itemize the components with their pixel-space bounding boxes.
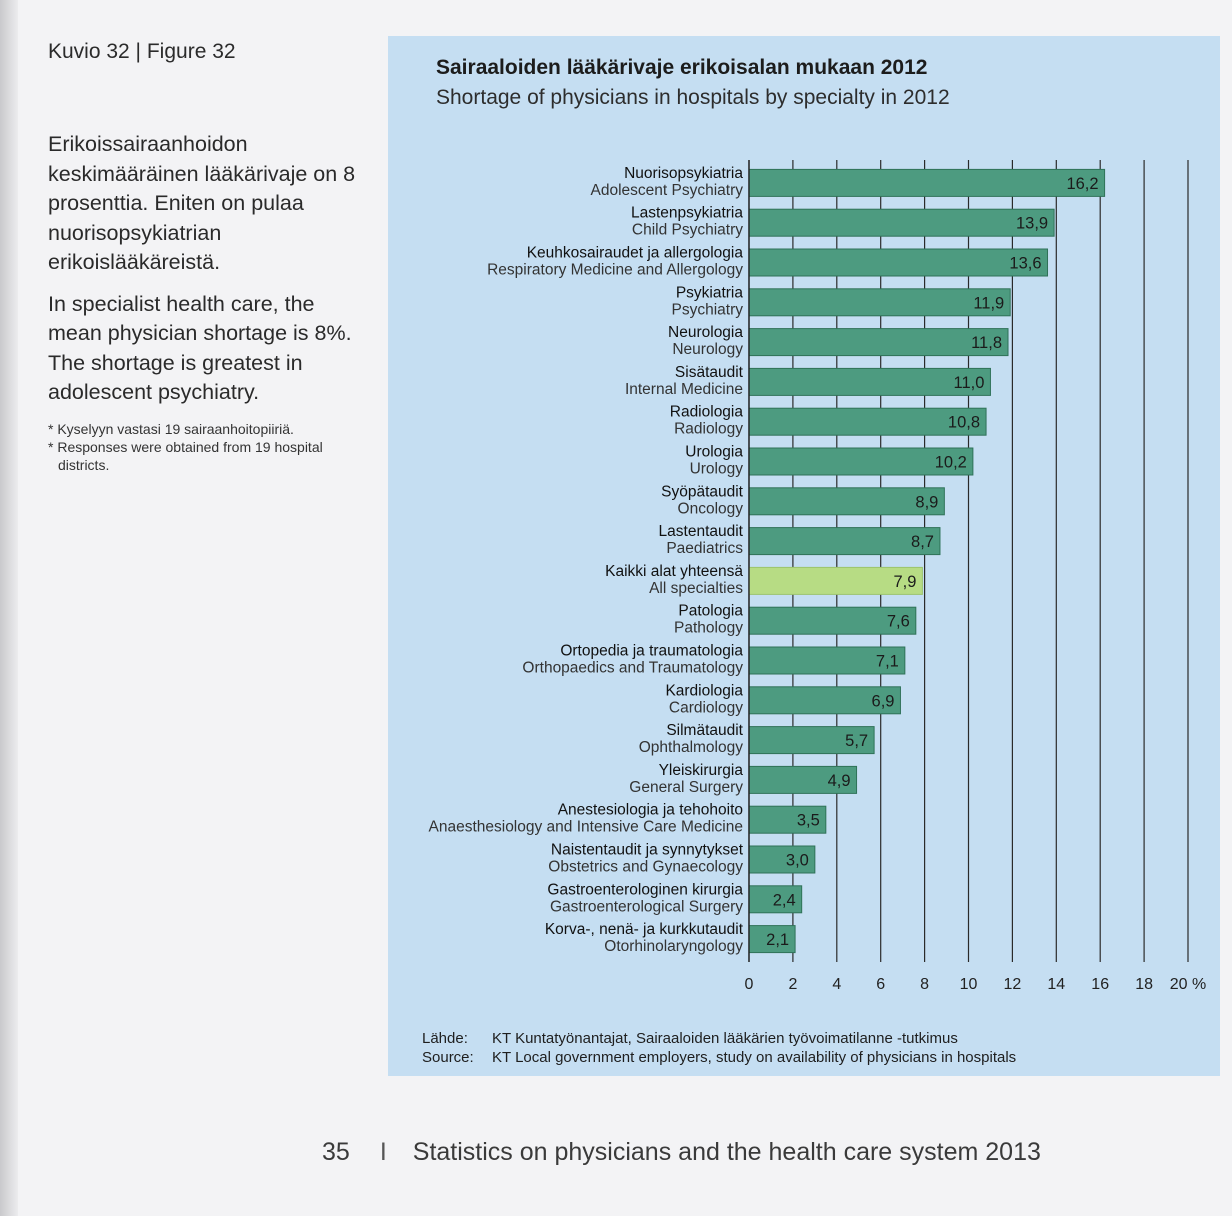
category-label-en: Neurology <box>672 341 743 359</box>
category-label-en: Otorhinolaryngology <box>604 938 743 956</box>
page-footer <box>322 1138 1041 1167</box>
category-label-en: Orthopaedics and Traumatology <box>522 659 743 677</box>
x-tick-label: 20 % <box>1169 976 1207 993</box>
category-label-fi: Yleiskirurgia <box>658 761 743 779</box>
category-label-en: All specialties <box>649 579 743 597</box>
x-tick-label: 12 <box>1003 976 1022 993</box>
bar <box>749 249 1048 276</box>
category-label-fi: Kaikki alat yhteensä <box>605 562 743 580</box>
category-label-en: Anaesthesiology and Intensive Care Medicine <box>428 818 743 836</box>
category-label-fi: Korva-, nenä- ja kurkkutaudit <box>544 921 743 939</box>
category-label-fi: Anestesiologia ja tehohoito <box>557 801 743 819</box>
x-tick-label: 0 <box>744 976 754 993</box>
bar-value-label: 10,8 <box>947 413 981 432</box>
source-english <box>422 1049 1016 1066</box>
bar-value-label: 8,7 <box>911 533 934 552</box>
x-tick-label: 18 <box>1135 976 1153 993</box>
source-english-label: Source: <box>422 1049 474 1066</box>
figure-label: Kuvio 32 | Figure 32 <box>48 40 236 63</box>
category-label-fi: Radiologia <box>669 403 743 421</box>
source-finnish-text: KT Kuntatyönantajat, Sairaaloiden lääkärien työvoimatilanne -tutkimus <box>492 1030 958 1047</box>
bar-value-label: 7,1 <box>875 652 899 671</box>
category-label-en: Internal Medicine <box>624 380 743 398</box>
x-tick-label: 4 <box>832 976 842 993</box>
category-label-fi: Nuorisopsykiatria <box>624 164 743 182</box>
x-tick-label: 14 <box>1047 976 1066 993</box>
bar-chart <box>388 36 1220 1076</box>
bar-value-label: 8,9 <box>915 493 939 512</box>
footer-title: Statistics on physicians and the health care system 2013 <box>412 1138 1041 1166</box>
bar <box>749 329 1008 356</box>
chart-title: Sairaaloiden lääkärivaje erikoisalan mukaan 2012 <box>436 56 928 79</box>
bar-value-label: 4,9 <box>827 771 851 790</box>
category-label-en: Psychiatry <box>671 301 743 319</box>
note-finnish: * Kyselyyn vastasi 19 sairaanhoitopiiriä. <box>48 420 294 437</box>
x-tick-label: 2 <box>788 976 798 993</box>
category-label-en: Gastroenterological Surgery <box>550 898 743 916</box>
intro-text-english: In specialist health care, the mean physician shortage is 8%. The shortage is greatest in adolescent psychiatry. <box>48 291 352 404</box>
category-label-fi: Patologia <box>678 602 743 620</box>
chart-panel <box>388 36 1220 1076</box>
left-text-column <box>48 40 368 474</box>
bar-value-label: 16,2 <box>1066 174 1099 193</box>
category-label-fi: Lastenpsykiatria <box>630 204 743 222</box>
category-label-en: Ophthalmology <box>638 739 743 757</box>
category-label-en: Child Psychiatry <box>631 221 743 239</box>
category-label-en: Cardiology <box>668 699 743 717</box>
bar-value-label: 13,9 <box>1015 214 1049 233</box>
category-label-fi: Kardiologia <box>665 682 743 700</box>
category-label-fi: Naistentaudit ja synnytykset <box>550 841 743 859</box>
category-label-en: Urology <box>689 460 743 478</box>
bar-value-label: 3,5 <box>796 811 820 830</box>
source-finnish-label: Lähde: <box>422 1030 468 1047</box>
category-label-fi: Sisätaudit <box>674 363 743 381</box>
bar-value-label: 2,1 <box>766 931 790 950</box>
bar-value-label: 11,8 <box>971 334 1003 353</box>
bar-value-label: 13,6 <box>1009 254 1042 273</box>
category-label-en: Obstetrics and Gynaecology <box>548 858 743 876</box>
source-finnish <box>422 1030 958 1047</box>
bar-value-label: 7,6 <box>886 612 910 631</box>
x-tick-label: 10 <box>959 976 978 993</box>
bar-value-label: 2,4 <box>772 891 796 910</box>
category-label-fi: Silmätaudit <box>666 722 743 740</box>
x-tick-label: 6 <box>876 976 886 993</box>
category-label-en: Adolescent Psychiatry <box>590 181 743 199</box>
chart-subtitle: Shortage of physicians in hospitals by specialty in 2012 <box>436 86 950 109</box>
category-label-fi: Lastentaudit <box>658 523 743 541</box>
bar-value-label: 6,9 <box>871 692 895 711</box>
category-label-fi: Neurologia <box>668 324 743 342</box>
note-english: * Responses were obtained from 19 hospital districts. <box>48 438 323 473</box>
intro-text-finnish: Erikoissairaanhoidon keskimääräinen lääkärivaje on 8 prosenttia. Eniten on pulaa nuorisopsykiatrian erikoislääkäreistä. <box>48 132 356 274</box>
bar <box>749 209 1054 236</box>
category-label-fi: Gastroenterologinen kirurgia <box>547 881 743 899</box>
x-tick-label: 16 <box>1091 976 1110 993</box>
category-label-en: Oncology <box>677 500 743 518</box>
bar-value-label: 3,0 <box>785 851 809 870</box>
page-number: 35 <box>322 1138 350 1166</box>
bar-value-label: 5,7 <box>845 732 869 751</box>
source-english-text: KT Local government employers, study on availability of physicians in hospitals <box>492 1049 1017 1066</box>
bar-value-label: 7,9 <box>893 572 917 591</box>
category-label-en: General Surgery <box>629 778 743 796</box>
category-label-fi: Keuhkosairaudet ja allergologia <box>526 244 743 262</box>
category-label-en: Respiratory Medicine and Allergology <box>487 261 743 279</box>
x-tick-label: 8 <box>920 976 930 993</box>
bar <box>749 289 1010 316</box>
category-label-fi: Syöpätaudit <box>661 483 743 501</box>
footer-separator: I <box>379 1138 387 1166</box>
category-label-fi: Urologia <box>685 443 743 461</box>
bar-value-label: 10,2 <box>934 453 967 472</box>
bar <box>749 169 1105 196</box>
category-label-fi: Psykiatria <box>675 284 743 302</box>
category-label-en: Pathology <box>674 619 743 637</box>
page-spine-shadow <box>0 0 18 1216</box>
category-label-fi: Ortopedia ja traumatologia <box>560 642 743 660</box>
category-label-en: Radiology <box>674 420 743 438</box>
bar-value-label: 11,0 <box>953 373 985 392</box>
category-label-en: Paediatrics <box>666 540 743 558</box>
bar-value-label: 11,9 <box>973 294 1005 313</box>
